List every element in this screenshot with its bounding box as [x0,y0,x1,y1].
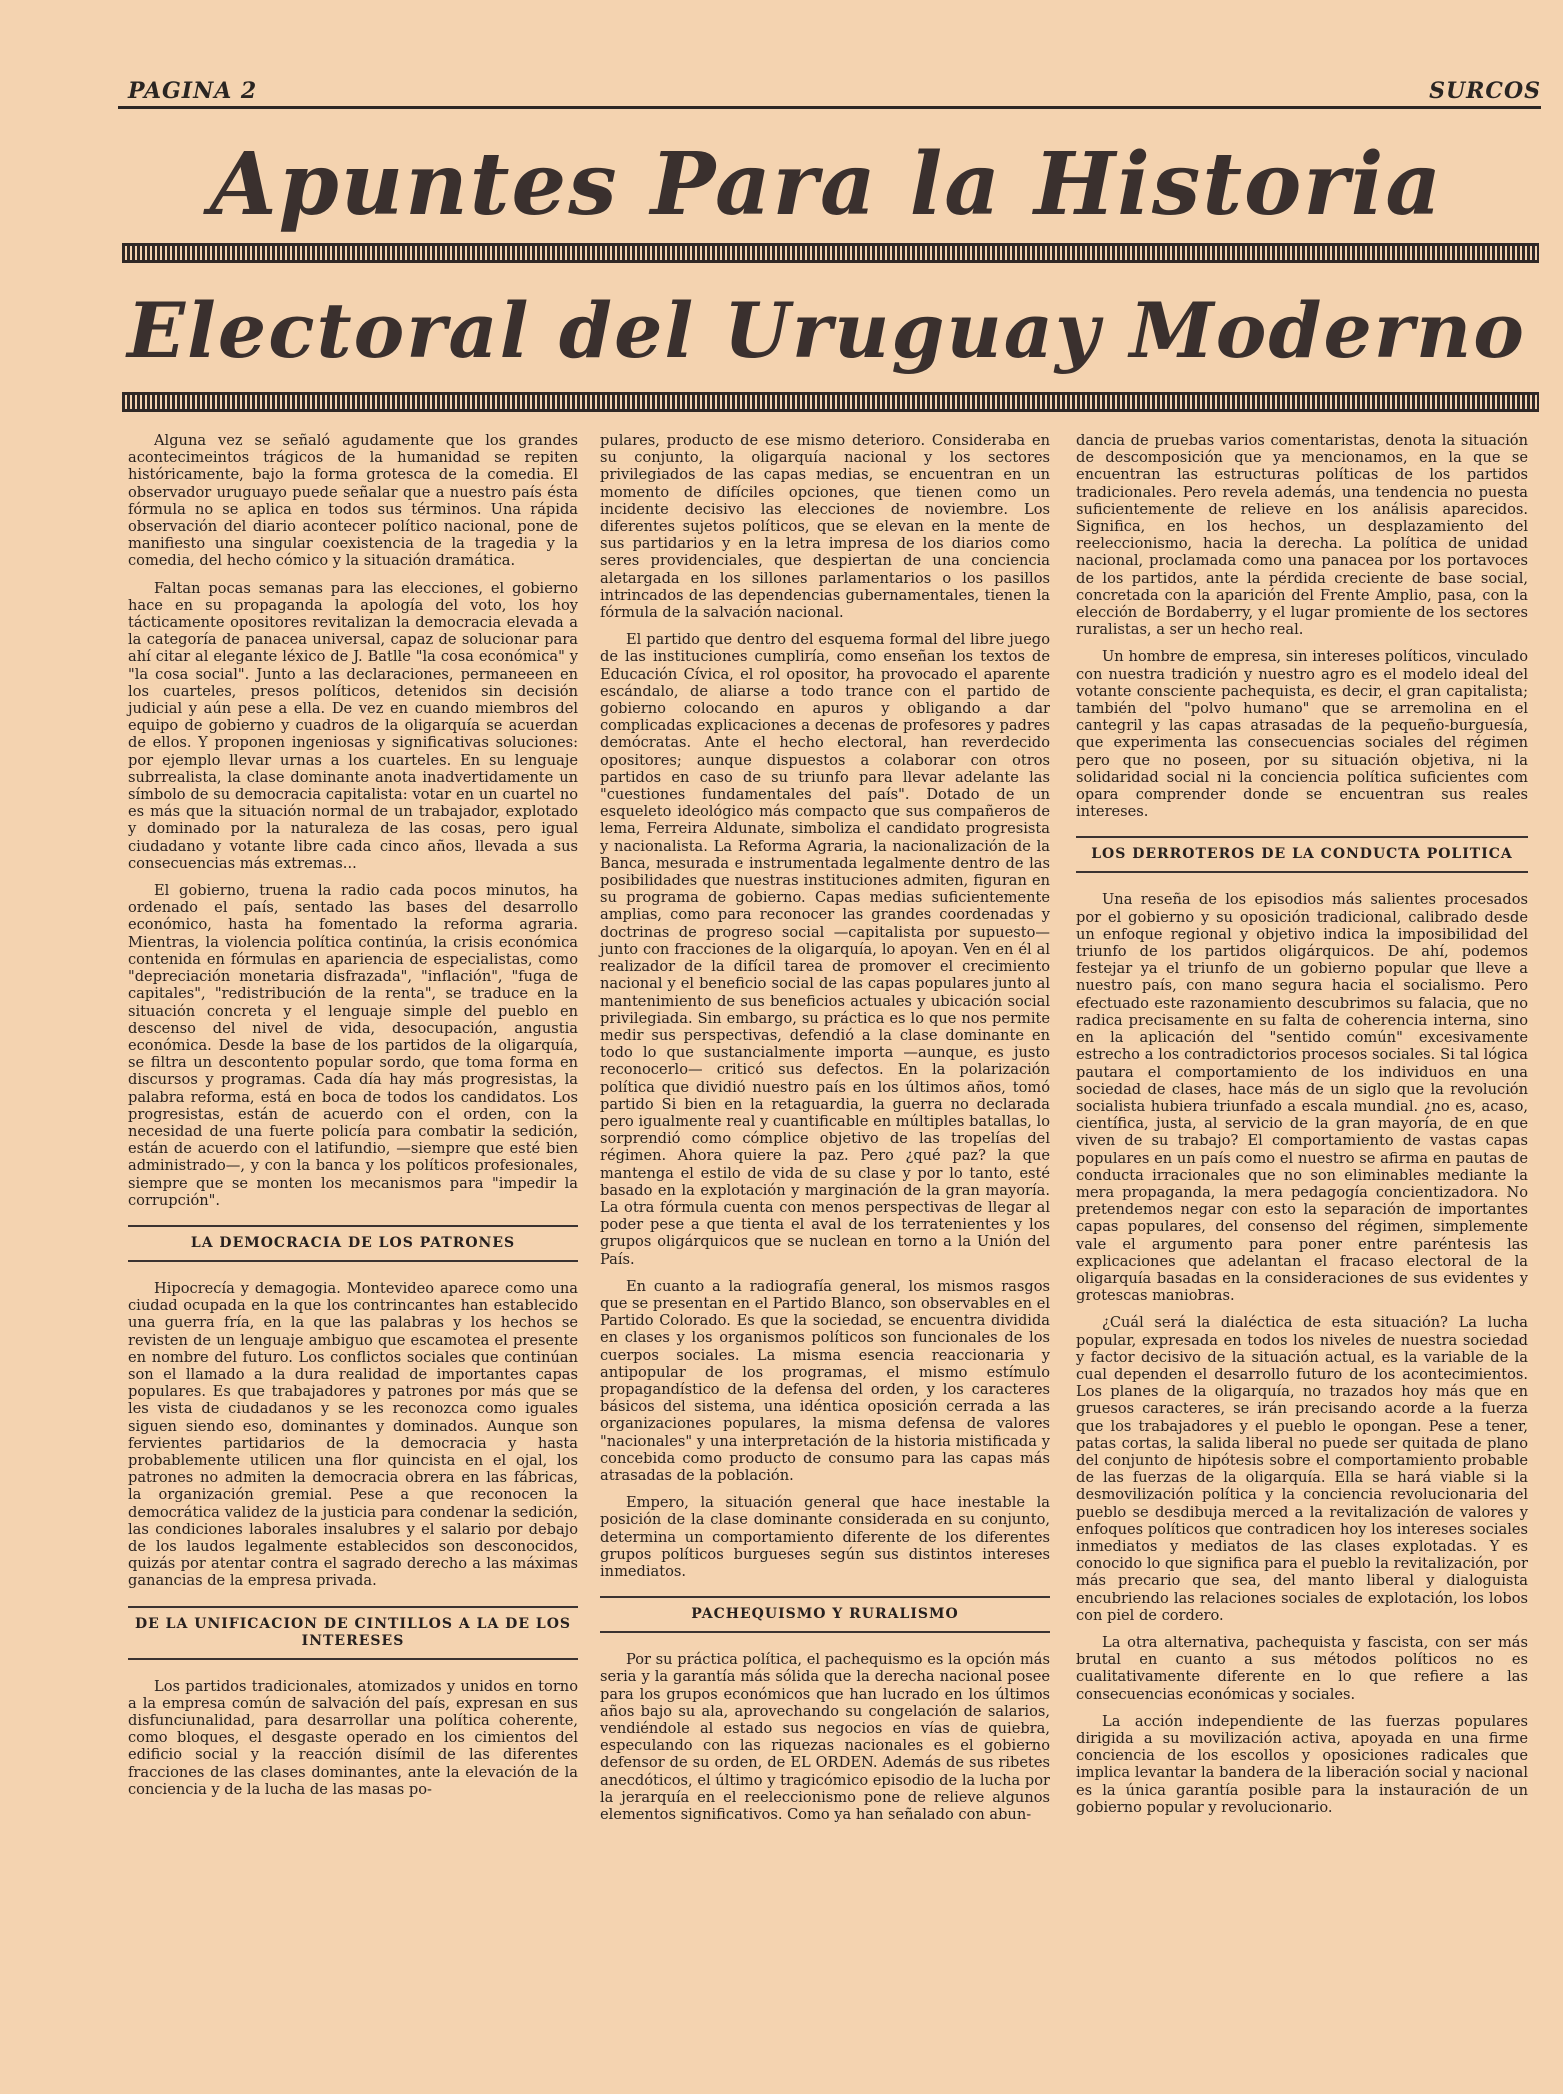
article-column-1 [128,432,578,1808]
article-column-2 [600,432,1050,1833]
article-paragraph: dancia de pruebas varios comentaristas, denota la situación de descomposición que ya mencionamos, en la que se encuentran las estructuras políticas de los partidos tradicionales. Pero revela además, una tendencia no puesta suficientemente de relieve en los análisis aparecidos. Significa, en los hechos, un desplazamiento del reeleccionismo, hacia la derecha. La política de unidad nacional, proclamada como una panacea por los portavoces de los partidos, ante la pérdida creciente de base social, concretada con la aparición del Frente Amplio, pasa, con la elección de Bordaberry, y el lugar promiente de los sectores ruralistas, a ser un hecho real. [1076,432,1528,639]
article-paragraph: La acción independiente de las fuerzas populares dirigida a su movilización activa, apoyada en una firme conciencia de los escollos y oposiciones radicales que implica levantar la bandera de la liberación social y nacional es la única garantía posible para la instauración de un gobierno popular y revolucionario. [1076,1712,1528,1816]
section-heading [128,1225,578,1262]
page-number-label: PAGINA 2 [128,78,258,104]
section-heading-text: PACHEQUISMO Y RURALISMO [691,1606,959,1623]
article-paragraph: Una reseña de los episodios más salientes procesados por el gobierno y su oposición tradicional, calibrado desde un enfoque regional y objetivo indica la imposibilidad del triunfo de los partidos oligárquicos. De ahí, podemos festejar ya el triunfo de un gobierno popular que lleve a nuestro país, con mano segura hacia el socialismo. Pero efectuado este razonamiento descubrimos su falacia, que no radica precisamente en su falta de coherencia interna, sino en la aplicación del "sentido común" excesivamente estrecho a los contradictorios procesos sociales. Si tal lógica pautara el comportamiento de los individuos en una sociedad de clases, hace más de un siglo que la revolución socialista hubiera triunfado a escala mundial. ¿no es, acaso, científica, justa, al servicio de la gran mayoría, de en que viven de su trabajo? El comportamiento de vastas capas populares en un país como el nuestro se afirma en pautas de conducta irracionales que no son eliminables mediante la mera propaganda, la mera pedagogía concientizadora. No pretendemos negar con esto la separación de importantes capas populares, del consenso del régimen, simplemente vale el argumento para poner entre paréntesis las explicaciones que adelantan el fracaso electoral de la oligarquía basadas en la consideraciones de sus evidentes y grotescas maniobras. [1076,891,1528,1305]
header-rule [118,106,1541,109]
section-heading-text: LA DEMOCRACIA DE LOS PATRONES [190,1234,516,1251]
publication-name: SURCOS [1429,78,1541,104]
headline-line-2: Electoral del Uruguay Moderno [127,286,1526,375]
section-heading [128,1606,578,1660]
article-paragraph: Alguna vez se señaló agudamente que los grandes acontecimeintos trágicos de la humanidad se repiten históricamente, bajo la forma grotesca de la comedia. El observador uruguayo puede señalar que a nuestro país ésta fórmula no se aplica en todos sus términos. Una rápida observación del diario acontecer político nacional, pone de manifiesto una singular coexistencia de la tragedia y la comedia, del hecho cómico y la situación dramática. [128,432,578,570]
section-heading-text: DE LA UNIFICACION DE CINTILLOS A LA DE LOS INTERESES [134,1615,572,1649]
article-column-3 [1076,432,1528,1826]
article-paragraph: pulares, producto de ese mismo deterioro. Consideraba en su conjunto, la oligarquía nacional y los sectores privilegiados de las capas medias, se encuentran en un momento de difíciles opciones, que tienen como un incidente decisivo las elecciones de noviembre. Los diferentes sujetos políticos, que se elevan en la mente de sus partidarios y en la letra impresa de los diarios como seres providenciales, que despiertan de una conciencia aletargada en los sillones parlamentarios o los pasillos intrincados de las dependencias gubernamentales, tienen la fórmula de la salvación nacional. [600,432,1050,622]
article-paragraph: La otra alternativa, pachequista y fascista, con ser más brutal en cuanto a sus métodos políticos no es cualitativamente diferente en lo que refiere a las consecuencias económicas y sociales. [1076,1634,1528,1703]
article-paragraph: Por su práctica política, el pachequismo es la opción más seria y la garantía más sólida que la derecha nacional posee para los grupos económicos que han lucrado en los últimos años bajo su ala, aprovechando su congelación de salarios, vendiéndole al estado sus negocios en vías de quiebra, especulando con las riquezas nacionales es el gobierno defensor de su orden, de EL ORDEN. Además de sus ribetes anecdóticos, el último y tragicómico episodio de la lucha por la jerarquía en el reeleccionismo pone de relieve algunos elementos significativos. Como ya han señalado con abun- [600,1651,1050,1824]
article-paragraph: Un hombre de empresa, sin intereses políticos, vinculado con nuestra tradición y nuestro agro es el modelo ideal del votante consciente pachequista, es decir, el gran capitalista; también del "polvo humano" que se arremolina en el cantegril y las capas atrasadas de la pequeño-burguesía, que experimenta las consecuencias sociales del régimen pero que no poseen, por su situación objetiva, ni la solidaridad social ni la conciencia política suficientes com opara comprender donde se encuentran sus reales intereses. [1076,648,1528,821]
article-paragraph: Hipocrecía y demagogia. Montevideo aparece como una ciudad ocupada en la que los contrincantes han establecido una guerra fría, en la que las palabras y los hechos se revisten de un lenguaje ambiguo que escamotea el presente en nombre del futuro. Los conflictos sociales que continúan son el llamado a la dura realidad de importantes capas populares. Es que trabajadores y patrones por más que se les vista de ciudadanos y se les reconozca como iguales siguen siendo eso, dominantes y dominados. Aunque son fervientes partidarios de la democracia y hasta probablemente utilicen una flor quincista en el ojal, los patrones no admiten la democracia obrera en las fábricas, la organización gremial. Pese a que reconocen la democrática validez de la justicia para condenar la sedición, las condiciones laborales insalubres y el salario por debajo de los laudos legalmente establecidos son desconocidos, quizás por atentar contra el sagrado derecho a las máximas ganancias de la empresa privada. [128,1279,578,1590]
headline-line-1: Apuntes Para la Historia [209,134,1444,235]
section-heading [600,1596,1050,1633]
title-divider-bottom [122,392,1539,412]
section-heading [1076,836,1528,873]
article-paragraph: El gobierno, truena la radio cada pocos minutos, ha ordenado el país, sentado las bases del desarrollo económico, hasta ha fomentado la reforma agraria. Mientras, la violencia política continúa, la crisis económica contenida en fórmulas en apariencia de especialistas, como "depreciación monetaria disfrazada", "inflación", "fuga de capitales", "redistribución de la renta", se traduce en la situación concreta y el lenguaje simple del pueblo en descenso del nivel de vida, desocupación, angustia económica. Desde la base de los partidos de la oligarquía, se filtra un descontento popular sordo, que toma forma en discursos y programas. Cada día hay más progresistas, la palabra reforma, está en boca de todos los candidatos. Los progresistas, están de acuerdo con el orden, con la necesidad de una fuerte policía para combatir la sedición, están de acuerdo con el latifundio, —siempre que esté bien administrado—, y con la banca y los políticos profesionales, siempre que se monten los mecanismos para "impedir la corrupción". [128,882,578,1209]
article-paragraph: En cuanto a la radiografía general, los mismos rasgos que se presentan en el Partido Blanco, son observables en el Partido Colorado. Es que la sociedad, se encuentra dividida en clases y los organismos políticos son funcionales de los cuerpos sociales. La misma esencia reaccionaria y antipopular de los programas, el mismo estímulo propagandístico de la defensa del orden, y los caracteres básicos del sistema, una idéntica oposición cerrada a las organizaciones populares, la misma defensa de valores "nacionales" y una interpretación de la historia mistificada y concebida como producto de consumo para las capas más atrasadas de la población. [600,1277,1050,1484]
article-paragraph: Empero, la situación general que hace inestable la posición de la clase dominante considerada en su conjunto, determina un comportamiento diferente de los diferentes grupos políticos burgueses según sus distintos intereses inmediatos. [600,1494,1050,1580]
title-divider-top [122,243,1539,263]
article-paragraph: Faltan pocas semanas para las elecciones, el gobierno hace en su propaganda la apología del voto, los hoy tácticamente opositores revitalizan la democracia elevada a la categoría de panacea universal, capaz de solucionar para ahí citar al elegante léxico de J. Batlle "la cosa económica" y "la cosa social". Junto a las declaraciones, permaneeen en los cuarteles, presos políticos, detenidos sin decisión judicial y aún pese a ella. De vez en cuando miembros del equipo de gobierno y cuadros de la oligarquía se acuerdan de ellos. Y proponen ingeniosas y significativas soluciones: por ejemplo llevar urnas a los cuarteles. En su lenguaje subrrealista, la clase dominante anota inadvertidamente un símbolo de su democracia capitalista: votar en un cuartel no es más que la situación normal de un trabajador, explotado y dominado por la naturaleza de las cosas, pero igual ciudadano y votante libre cada cinco años, llevada a sus consecuencias más extremas... [128,579,578,872]
section-heading-text: LOS DERROTEROS DE LA CONDUCTA POLITICA [1091,846,1513,863]
article-paragraph: El partido que dentro del esquema formal del libre juego de las instituciones cumpliría, como enseñan los textos de Educación Cívica, el rol opositor, ha provocado el aparente escándalo, de aliarse a todo trance con el partido de gobierno colocando en apuros y obligando a dar complicadas explicaciones a decenas de profesores y padres demócratas. Ante el hecho electoral, han reverdecido opositores; aunque dispuestos a colaborar con otros partidos en caso de su triunfo para llevar adelante las "cuestiones fundamentales del país". Dotado de un esqueleto ideológico más compacto que sus compañeros de lema, Ferreira Aldunate, simboliza el candidato progresista y nacionalista. La Reforma Agraria, la nacionalización de la Banca, mesurada e instrumentada legalmente dentro de las posibilidades que nuestras instituciones admiten, figuran en su programa de gobierno. Capas medias suficientemente amplias, como para reconocer las grandes coordenadas y doctrinas de progreso social —capitalista por supuesto— junto con fracciones de la oligarquía, lo apoyan. Ven en él al realizador de la difícil tarea de promover el crecimiento nacional y el beneficio social de las capas populares junto al mantenimiento de sus beneficios actuales y ubicación social privilegiada. Sin embargo, su práctica es lo que nos permite medir sus perspectivas, defendió a la clase dominante en todo lo que sustancialmente importa —aunque, es justo reconocerlo— criticó sus defectos. En la polarización política que dividió nuestro país en los últimos años, tomó partido Si bien en la retaguardia, la guerra no declarada pero igualmente real y cuantificable en múltiples batallas, lo sorprendió como cómplice objetivo de las tropelías del régimen. Ahora quiere la paz. Pero ¿qué paz? la que mantenga el estilo de vida de su clase y por lo tanto, esté basado en la explotación y marginación de la gran mayoría. La otra fórmula cuenta con menos perspectivas de llegar al poder pese a que tienta el aval de los terratenientes y los grupos oligárquicos que se nuclean en torno a la Unión del País. [600,631,1050,1268]
article-paragraph: ¿Cuál será la dialéctica de esta situación? La lucha popular, expresada en todos los niveles de nuestra sociedad y factor decisivo de la situación actual, es la variable de la cual dependen el desarrollo futuro de los acontecimientos. Los planes de la oligarquía, no trazados hoy más que en gruesos caracteres, se irán precisando acorde a la fuerza que los trabajadores y el pueblo le opongan. Pese a tener, patas cortas, la salida liberal no puede ser quitada de plano del conjunto de hipótesis sobre el comportamiento probable de las fuerzas de la oligarquía. Ella se hará viable si la desmovilización política y la conciencia revolucionaria del pueblo se desdibuja merced a la revitalización de valores y enfoques políticos que contradicen hoy los intereses sociales inmediatos y mediatos de las clases explotadas. Y es conocido lo que significa para el pueblo la revitalización, por más precario que sea, del manto liberal y dialoguista encubriendo las relaciones sociales de explotación, los lobos con piel de cordero. [1076,1314,1528,1624]
article-paragraph: Los partidos tradicionales, atomizados y unidos en torno a la empresa común de salvación del país, expresan en sus disfunciunalidad, para desarrollar una política coherente, como bloques, el desgaste operado en los cimientos del edificio social y la reacción disímil de las diferentes fracciones de las clases dominantes, ante la elevación de la conciencia y de la lucha de las masas po- [128,1677,578,1798]
